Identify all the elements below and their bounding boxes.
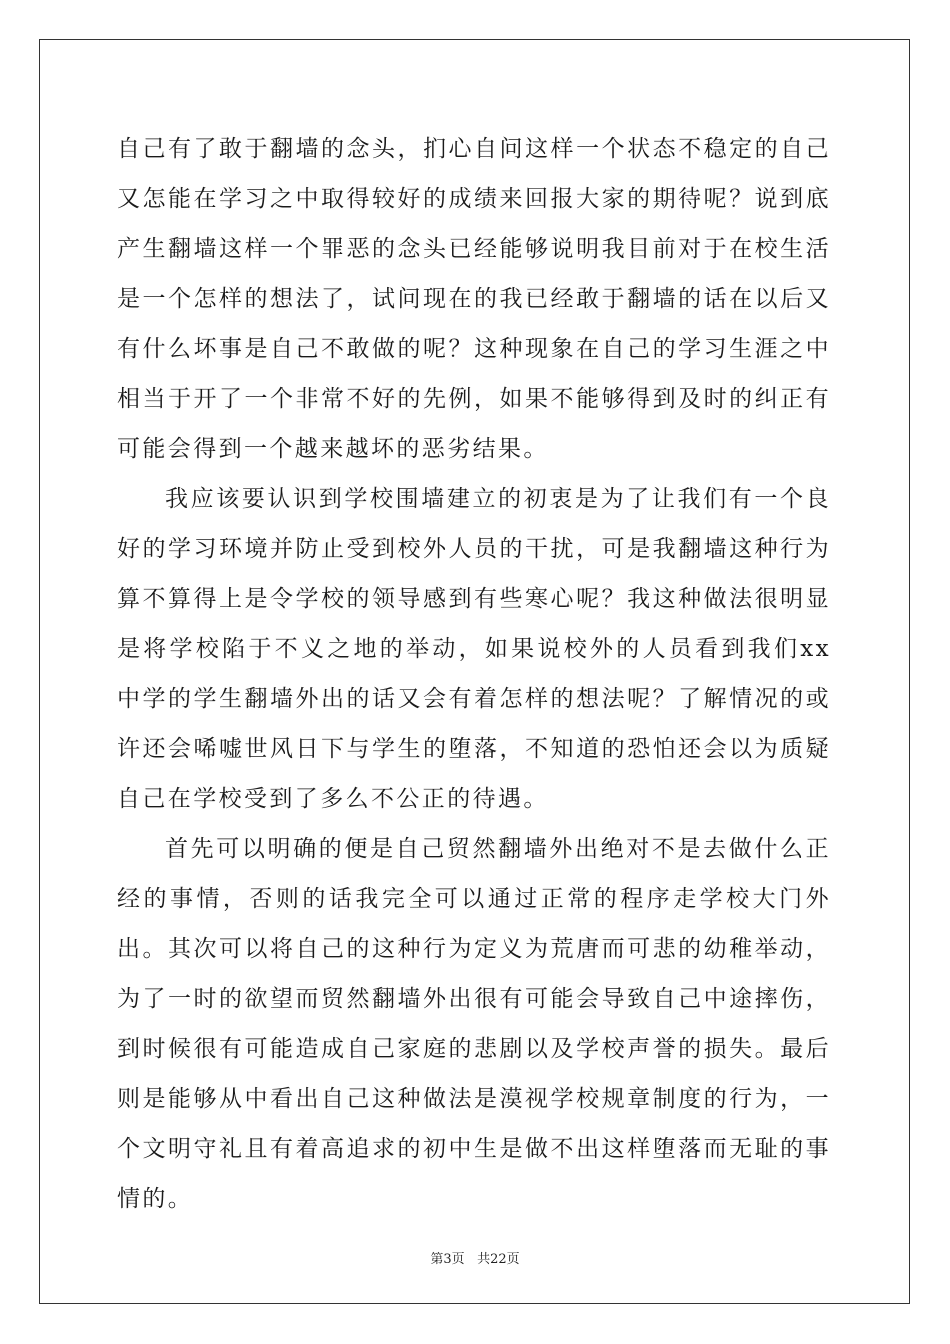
footer-spacer <box>465 1252 477 1267</box>
paragraph-3: 首先可以明确的便是自己贸然翻墙外出绝对不是去做什么正经的事情，否则的话我完全可以通过正常的程序走学校大门外出。其次可以将自己的这种行为定义为荒唐而可悲的幼稚举动，为了一时的欲望而贸然翻墙外出很有可能会导致自己中途摔伤，到时候很有可能造成自己家庭的悲剧以及学校声誉的损失。最后则是能够从中看出自己这种做法是漠视学校规章制度的行为，一个文明守礼且有着高追求的初中生是做不出这样堕落而无耻的事情的。 <box>117 836 831 1212</box>
paragraph-2: 我应该要认识到学校围墙建立的初衷是为了让我们有一个良好的学习环境并防止受到校外人员的干扰，可是我翻墙这种行为算不算得上是令学校的领导感到有些寒心呢？我这种做法很明显是将学校陷于不义之地的举动，如果说校外的人员看到我们xx中学的学生翻墙外出的话又会有着怎样的想法呢？了解情况的或许还会唏嘘世风日下与学生的堕落，不知道的恐怕还会以为质疑自己在学校受到了多么不公正的待遇。 <box>117 486 831 812</box>
document-body <box>117 124 831 1224</box>
page-number: 第3页 <box>430 1252 465 1267</box>
page-footer <box>0 1248 950 1267</box>
page-total: 共22页 <box>477 1252 520 1267</box>
paragraph-1: 自己有了敢于翻墙的念头，扪心自问这样一个状态不稳定的自己又怎能在学习之中取得较好的成绩来回报大家的期待呢？说到底产生翻墙这样一个罪恶的念头已经能够说明我目前对于在校生活是一个怎样的想法了，试问现在的我已经敢于翻墙的话在以后又有什么坏事是自己不敢做的呢？这种现象在自己的学习生涯之中相当于开了一个非常不好的先例，如果不能够得到及时的纠正有可能会得到一个越来越坏的恶劣结果。 <box>117 136 831 462</box>
